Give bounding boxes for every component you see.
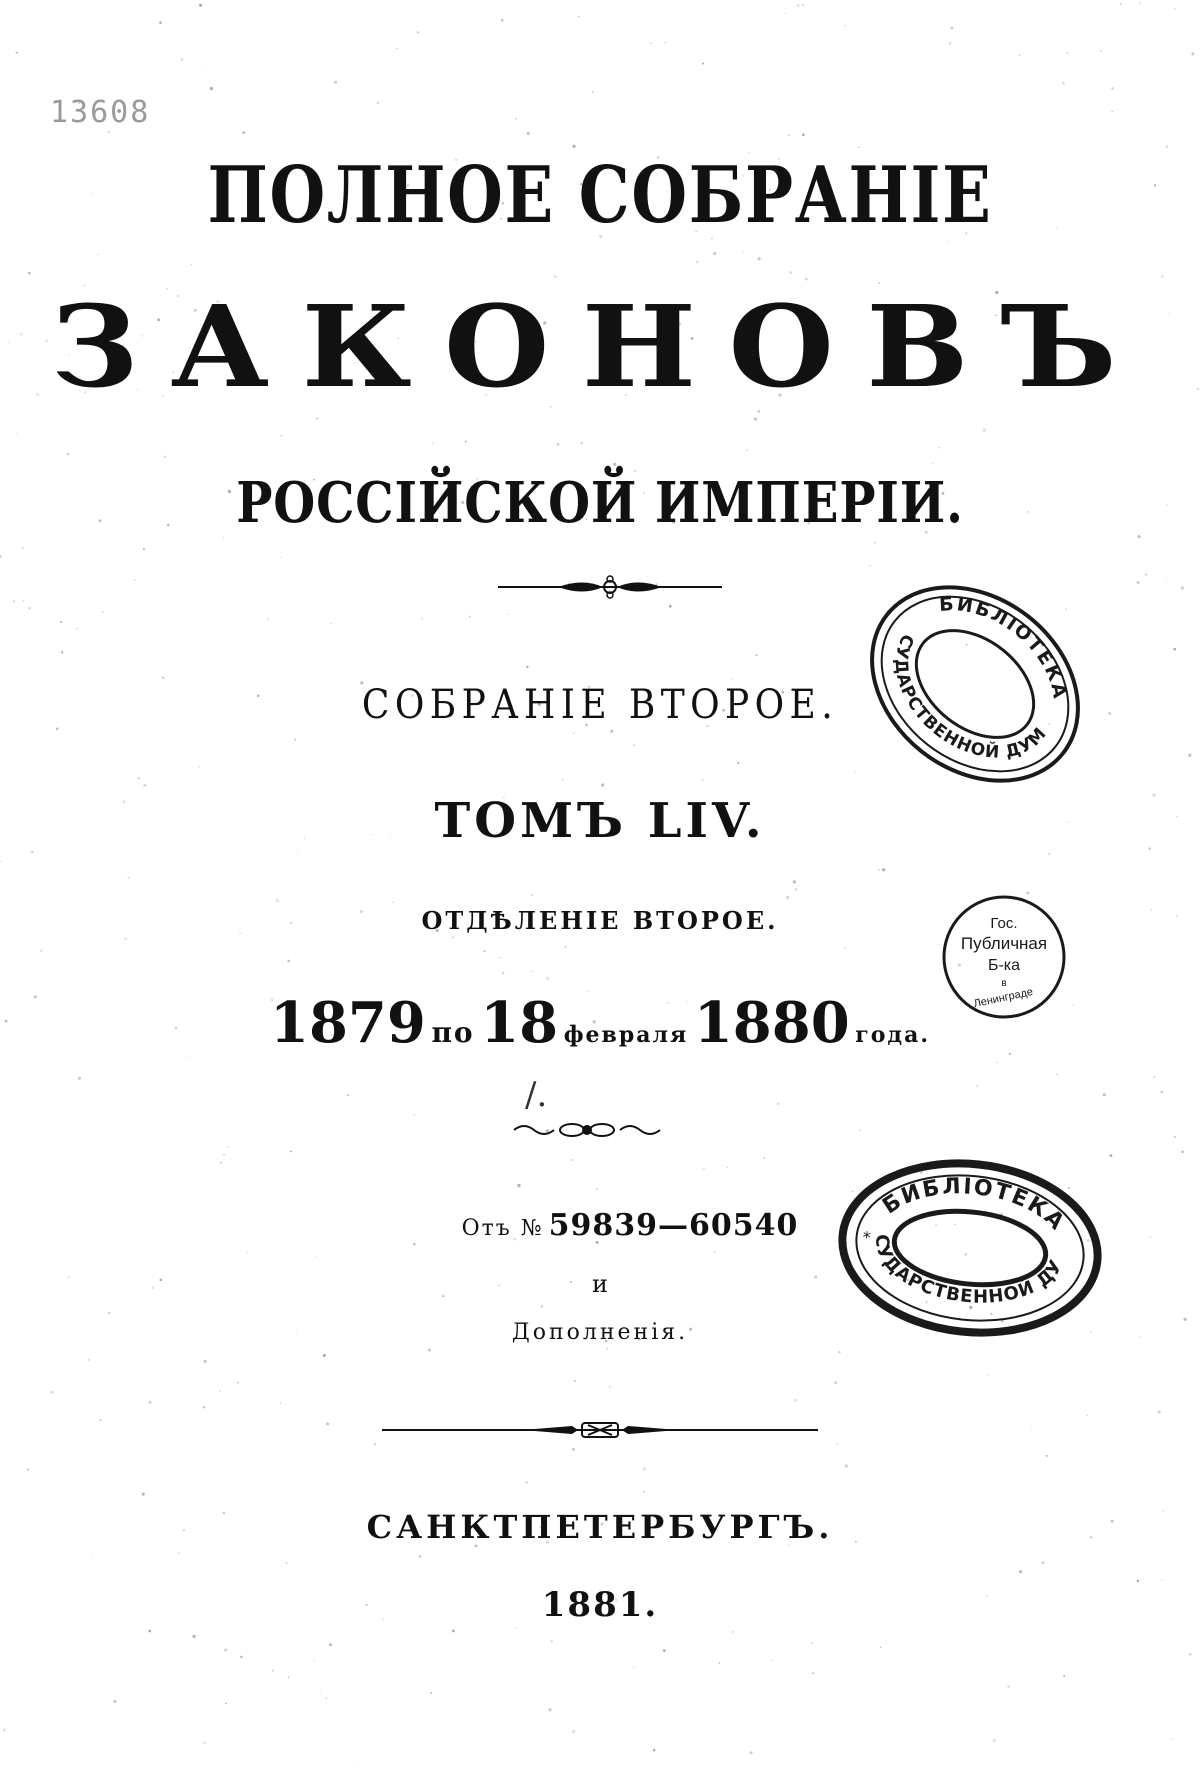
title-line-1: ПОЛНОЕ СОБРАНІЕ	[207, 150, 993, 241]
stamp-3-star-icon: *	[861, 1227, 872, 1248]
word-year: года.	[855, 1022, 930, 1048]
title-line-2: ЗАКОНОВЪ	[51, 282, 1149, 413]
numbers-range: 59839—60540	[548, 1208, 799, 1243]
numbers-prefix: Отъ №	[461, 1216, 544, 1241]
collection-label: СОБРАНІЕ ВТОРОЕ.	[361, 682, 839, 728]
publication-year: 1881.	[541, 1585, 659, 1625]
word-by: по	[431, 1016, 475, 1049]
city-label: САНКТПЕТЕРБУРГЪ.	[366, 1508, 834, 1546]
ornament-divider-2	[512, 1118, 662, 1142]
ornament-divider-1	[498, 572, 722, 602]
supplements-label: Дополненія.	[511, 1320, 689, 1345]
year-to: 1880	[693, 990, 850, 1056]
month: февраля	[563, 1022, 689, 1048]
pencil-mark: /.	[525, 1075, 548, 1115]
library-stamp-duma-1	[852, 566, 1098, 802]
title-line-3: РОССІЙСКОЙ ИМПЕРІИ.	[236, 470, 964, 536]
volume-label: ТОМЪ LIV.	[434, 793, 766, 849]
conjunction: и	[592, 1270, 608, 1298]
svg-text:БИБЛІОТЕКА	[928, 568, 1091, 710]
stamp-1-top-text: БИБЛІОТЕКА	[938, 593, 1072, 702]
department-label: ОТДѢЛЕНІЕ ВТОРОЕ.	[421, 906, 779, 935]
stamp-2-line-1: Гос.	[990, 915, 1018, 932]
day: 18	[480, 990, 559, 1056]
stamp-2-line-4: в	[1001, 978, 1007, 989]
stamp-2-line-2: Публичная	[960, 934, 1048, 953]
shelf-number: 13608	[50, 95, 151, 130]
stamp-2-line-5: Ленинграде	[972, 985, 1035, 1011]
stamp-3-top-text: БИБЛІОТЕКА	[878, 1174, 1070, 1237]
stamp-1-bottom-text: ГОСУДАРСТВЕННОЙ ДУМЫ	[890, 630, 1052, 763]
library-stamp-public	[940, 893, 1068, 1021]
library-stamp-duma-2	[836, 1152, 1104, 1344]
year-from: 1879	[270, 990, 426, 1056]
stamp-3-bottom-text: ГОСУДАРСТВЕННОЙ ДУМЫ	[871, 1234, 1068, 1308]
stamp-2-line-3: Б-ка	[987, 957, 1021, 974]
ornament-divider-3	[382, 1418, 818, 1442]
